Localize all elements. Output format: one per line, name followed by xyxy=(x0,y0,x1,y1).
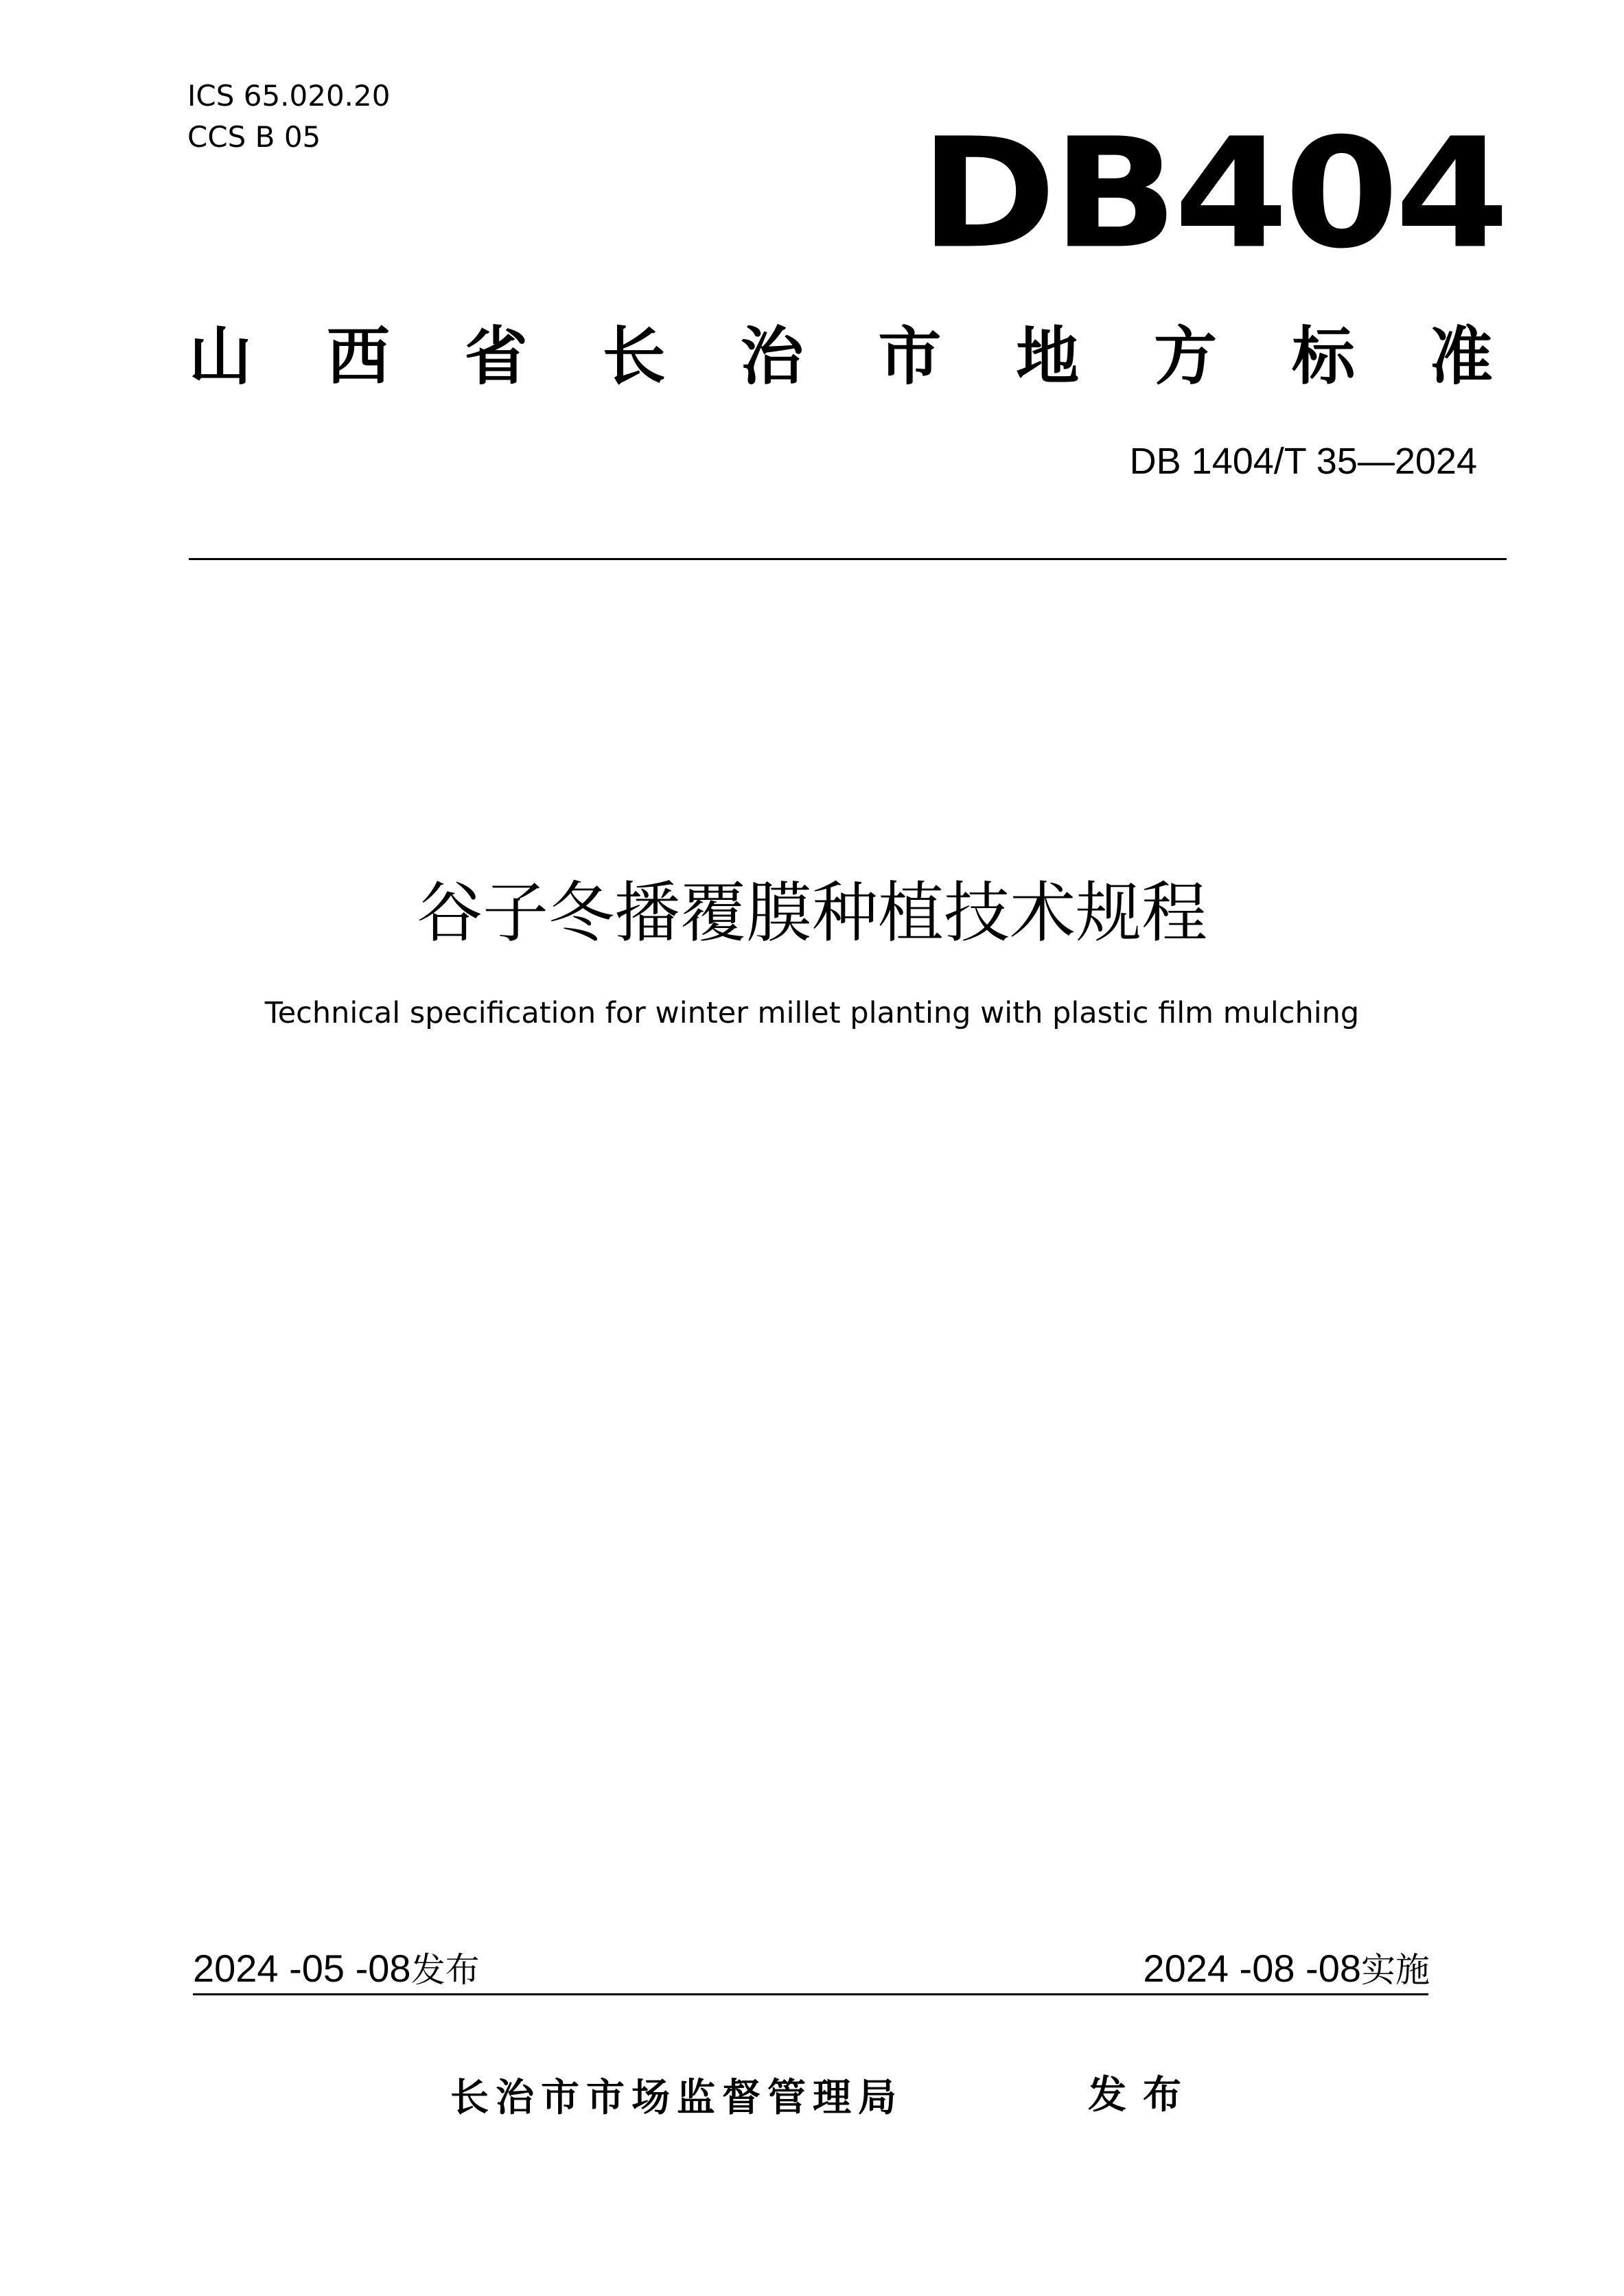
implementation-date-line xyxy=(1143,1946,1430,1993)
standard-type-char: 西 xyxy=(326,320,390,393)
ccs-code: CCS B 05 xyxy=(187,120,321,154)
ics-code: ICS 65.020.20 xyxy=(187,79,391,113)
publisher-name: 长治市市场监督管理局 xyxy=(450,2076,903,2120)
document-title-chinese: 谷子冬播覆膜种植技术规程 xyxy=(417,874,1207,951)
standard-type-char: 标 xyxy=(1292,320,1356,393)
standard-type-char: 方 xyxy=(1154,320,1218,393)
issue-date: 2024 -05 -08 xyxy=(193,1947,411,1990)
issue-date-line xyxy=(193,1946,480,1993)
implementation-date: 2024 -08 -08 xyxy=(1143,1947,1361,1990)
standard-type-char: 市 xyxy=(878,320,942,393)
issue-label: 发布 xyxy=(410,1950,480,1990)
standard-type-char: 地 xyxy=(1016,320,1080,393)
standard-type-char: 准 xyxy=(1429,320,1493,393)
standard-type-heading xyxy=(189,316,1493,398)
standard-number: DB 1404/T 35—2024 xyxy=(1129,441,1477,482)
implementation-label: 实施 xyxy=(1361,1950,1430,1990)
top-divider xyxy=(189,558,1507,560)
document-title-english: Technical specification for winter millet planting with plastic film mulching xyxy=(264,996,1360,1030)
standard-type-char: 治 xyxy=(740,320,804,393)
bottom-divider xyxy=(193,1993,1428,1995)
standard-type-char: 山 xyxy=(189,320,253,393)
publisher-action: 发布 xyxy=(1088,2073,1198,2118)
db-logo: DB404 xyxy=(920,105,1506,282)
standard-type-char: 省 xyxy=(464,320,528,393)
standard-type-char: 长 xyxy=(602,320,666,393)
